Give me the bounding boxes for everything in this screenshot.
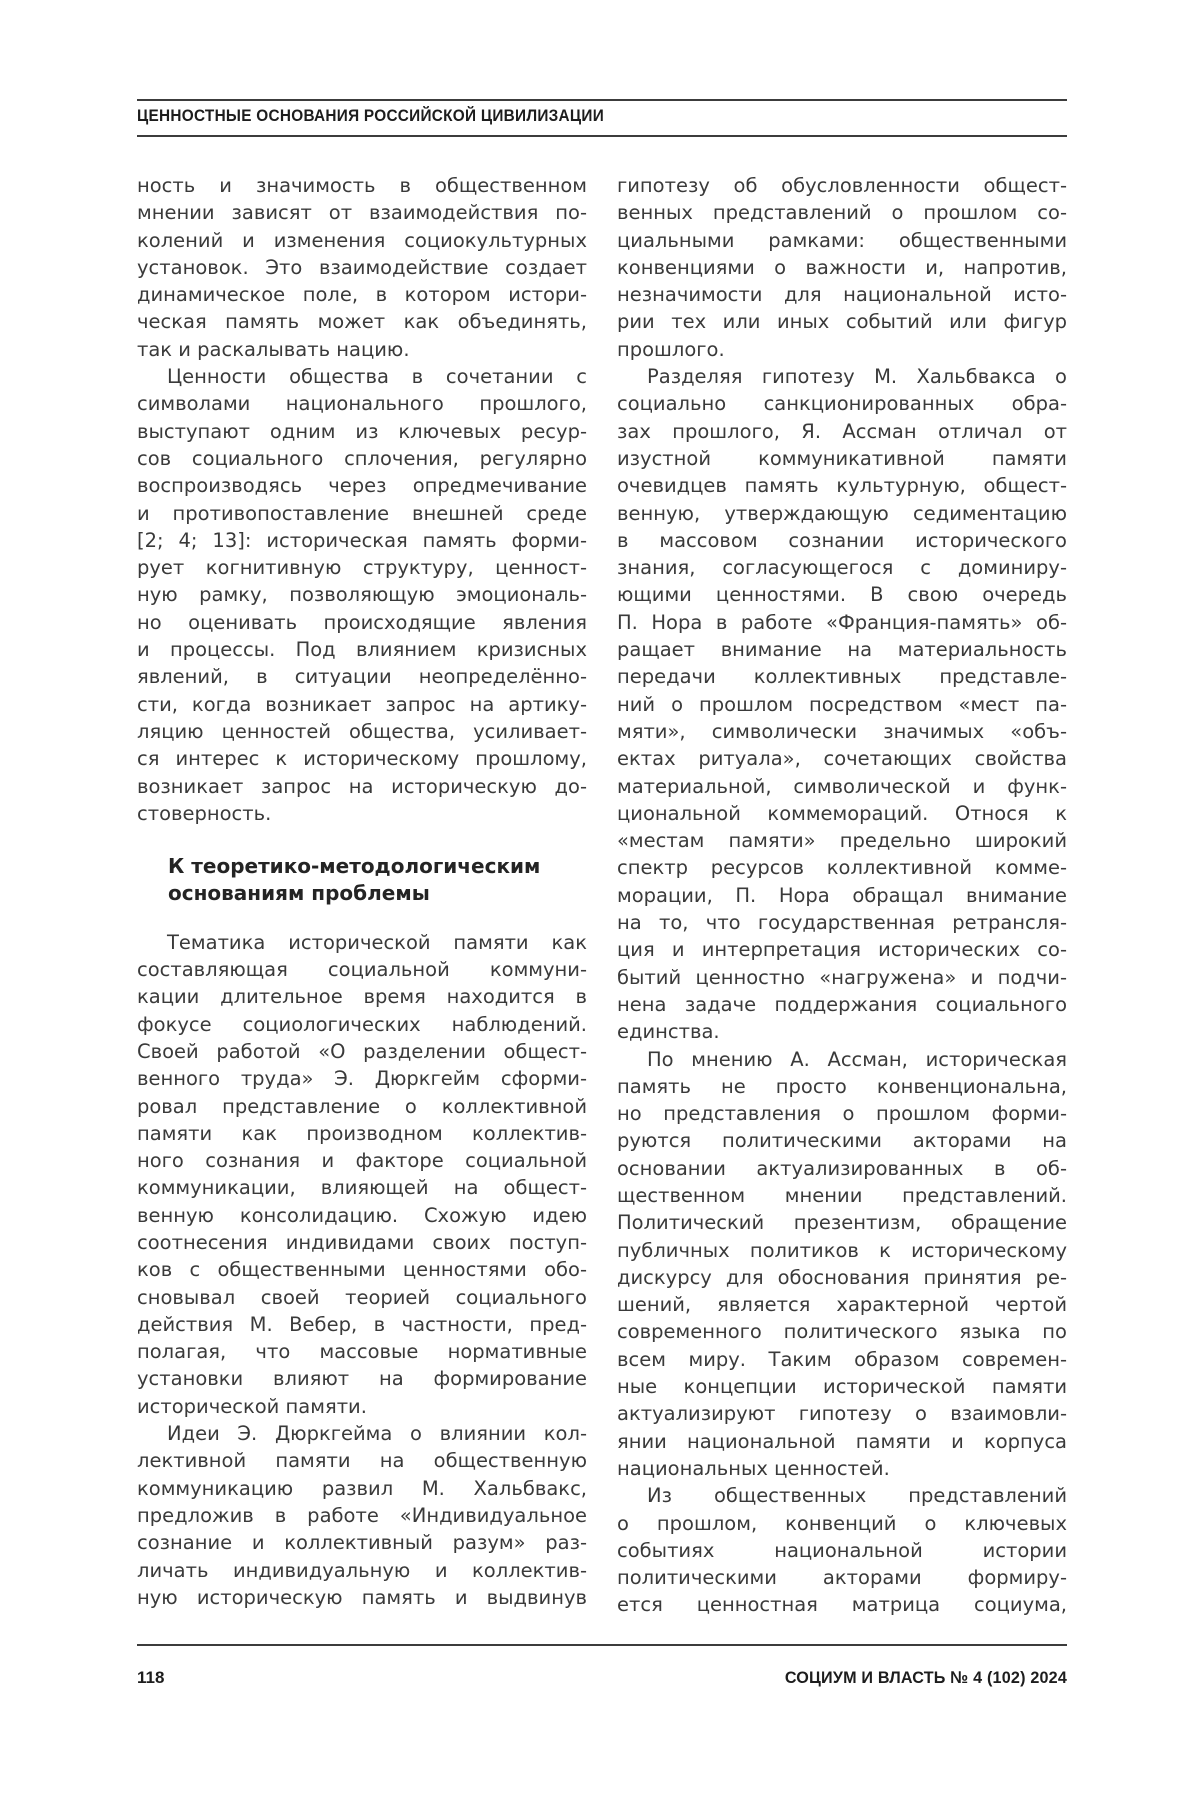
text-line: спектр ресурсов коллективной комме- [617,856,1067,880]
text-line: руются политическими акторами на [617,1129,1067,1153]
text-line: Политический презентизм, обращение [617,1211,1067,1235]
text-line: и процессы. Под влиянием кризисных [137,638,587,662]
text-line: ков с общественными ценностями обо- [137,1258,587,1282]
text-line: актуализируют гипотезу о взаимовли- [617,1402,1067,1426]
running-head-title: ЦЕННОСТНЫЕ ОСНОВАНИЯ РОССИЙСКОЙ ЦИВИЛИЗАЦИИ [137,107,605,125]
text-line: нена задаче поддержания социального [617,992,1067,1016]
text-line: прошлого. [617,337,725,361]
text-line: ные концепции исторической памяти [617,1375,1067,1399]
text-line: ную историческую память и выдвинув [137,1585,587,1609]
text-line: выступают одним из ключевых ресур- [137,419,587,443]
text-line: соотнесения индивидами своих поступ- [137,1230,587,1254]
text-line: исторической памяти. [137,1394,367,1418]
running-head [137,99,1067,137]
text-line: личать индивидуальную и коллектив- [137,1558,587,1582]
text-line: П. Нора в работе «Франция-память» об- [617,610,1067,634]
text-line: ную рамку, позволяющую эмоциональ- [137,583,587,607]
text-line: ектах ритуала», сочетающих свойства [617,747,1067,771]
heading-line: основаниям проблемы [168,881,430,906]
text-line: событиях национальной истории [617,1538,1067,1562]
text-line: ция и интерпретация исторических со- [617,938,1067,962]
text-line: стоверность. [137,801,272,825]
paragraph [137,1420,587,1611]
text-line: Своей работой «О разделении общест- [137,1039,587,1063]
text-line: зах прошлого, Я. Ассман отличал от [617,419,1067,443]
text-line: основании актуализированных в об- [617,1156,1067,1180]
text-line: По мнению А. Ассман, историческая [647,1047,1067,1071]
text-line: явлений, в ситуации неопределённо- [137,665,587,689]
text-line: мнении зависят от взаимодействия по- [137,201,587,225]
text-line: венного труда» Э. Дюркгейм сформи- [137,1067,587,1091]
text-line: ращает внимание на материальность [617,638,1067,662]
text-line: Идеи Э. Дюркгейма о влиянии кол- [167,1422,587,1446]
paragraph [617,172,1067,363]
text-line: рует когнитивную структуру, ценност- [137,556,587,580]
text-line: ется ценностная матрица социума, [617,1593,1067,1617]
text-line: колений и изменения социокультурных [137,228,587,252]
text-column-right [617,172,1067,1619]
text-line: ющими ценностями. В свою очередь [617,583,1067,607]
text-line: но представления о прошлом форми- [617,1102,1067,1126]
text-line: единства. [617,1020,720,1044]
text-line: рии тех или иных событий или фигур [617,310,1067,334]
paragraph [617,1482,1067,1618]
text-line: очевидцев память культурную, общест- [617,474,1067,498]
heading-line: К теоретико-методологическим [168,854,541,879]
text-line: незначимости для национальной исто- [617,283,1067,307]
paragraph [617,1046,1067,1483]
text-line: ся интерес к историческому прошлому, [137,747,587,771]
paragraph [137,929,587,1420]
text-line: и противопоставление внешней среде [137,501,587,525]
text-line: составляющая социальной коммуни- [137,958,587,982]
text-line: ляцию ценностей общества, усиливает- [137,719,587,743]
text-line: символами национального прошлого, [137,392,587,416]
text-line: сознание и коллективный разум» раз- [137,1531,587,1555]
text-line: воспроизводясь через опредмечивание [137,474,587,498]
text-line: предложив в работе «Индивидуальное [137,1503,587,1527]
text-line: бытий ценностно «нагружена» и подчи- [617,965,1067,989]
text-line: венную консолидацию. Схожую идею [137,1203,587,1227]
paragraph [137,172,587,363]
text-line: публичных политиков к историческому [617,1238,1067,1262]
text-line: о прошлом, конвенций о ключевых [617,1511,1067,1535]
text-line: венную, утверждающую седиментацию [617,501,1067,525]
text-line: сов социального сплочения, регулярно [137,446,587,470]
text-line: «местам памяти» предельно широкий [617,829,1067,853]
text-line: ровал представление о коллективной [137,1094,587,1118]
text-line: коммуникацию развил М. Хальбвакс, [137,1476,587,1500]
text-line: социально санкционированных обра- [617,392,1067,416]
article-body [137,172,1067,1619]
text-line: шений, является характерной чертой [617,1293,1067,1317]
text-column-left [137,172,587,1619]
text-line: венных представлений о прошлом со- [617,201,1067,225]
text-line: конвенциями о важности и, напротив, [617,255,1067,279]
text-line: циональной коммемораций. Относя к [617,801,1067,825]
text-line: циальными рамками: общественными [617,228,1067,252]
text-line: полагая, что массовые нормативные [137,1340,587,1364]
text-line: на то, что государственная ретрансля- [617,911,1067,935]
text-line: Разделяя гипотезу М. Хальбвакса о [647,365,1067,389]
footer-rule [137,1644,1067,1646]
text-line: сти, когда возникает запрос на артику- [137,692,587,716]
text-line: материальной, символической и функ- [617,774,1067,798]
text-line: возникает запрос на историческую до- [137,774,587,798]
text-line: щественном мнении представлений. [617,1183,1067,1207]
text-line: знания, согласующегося с доминиру- [617,556,1067,580]
text-line: фокусе социологических наблюдений. [137,1012,587,1036]
text-line: дискурсу для обоснования принятия ре- [617,1265,1067,1289]
text-line: ного сознания и факторе социальной [137,1149,587,1173]
text-line: Тематика исторической памяти как [167,930,587,954]
text-line: национальных ценностей. [617,1456,890,1480]
text-line: ний о прошлом посредством «мест па- [617,692,1067,716]
text-line: но оценивать происходящие явления [137,610,587,634]
text-line: памяти как производном коллектив- [137,1121,587,1145]
text-line: мяти», символически значимых «объ- [617,719,1067,743]
text-line: изустной коммуникативной памяти [617,446,1067,470]
text-line: ческая память может как объединять, [137,310,587,334]
text-line: память не просто конвенциональна, [617,1074,1067,1098]
text-line: кации длительное время находится в [137,985,587,1009]
text-line: коммуникации, влияющей на общест- [137,1176,587,1200]
text-line: передачи коллективных представле- [617,665,1067,689]
text-line: Из общественных представлений [647,1484,1067,1508]
text-line: современного политического языка по [617,1320,1067,1344]
text-line: так и раскалывать нацию. [137,337,410,361]
paragraph [137,363,587,827]
section-heading [137,853,587,908]
text-line: установки влияют на формирование [137,1367,587,1391]
text-line: янии национальной памяти и корпуса [617,1429,1067,1453]
text-line: динамическое поле, в котором истори- [137,283,587,307]
text-line: установок. Это взаимодействие создает [137,255,587,279]
text-line: ность и значимость в общественном [137,174,587,197]
text-line: в массовом сознании исторического [617,528,1067,552]
text-line: Ценности общества в сочетании с [167,365,587,389]
text-line: политическими акторами формиру- [617,1566,1067,1590]
text-line: действия М. Вебер, в частности, пред- [137,1312,587,1336]
text-line: гипотезу об обусловленности общест- [617,174,1067,197]
text-line: морации, П. Нора обращал внимание [617,883,1067,907]
paragraph [617,363,1067,1045]
text-line: сновывал своей теорией социального [137,1285,587,1309]
text-line: всем миру. Таким образом современ- [617,1347,1067,1371]
text-line: [2; 4; 13]: историческая память форми- [137,528,587,552]
page-number: 118 [137,1668,165,1687]
journal-title: СОЦИУМ И ВЛАСТЬ № 4 (102) 2024 [784,1668,1067,1687]
page-footer [137,1668,1067,1688]
text-line: лективной памяти на общественную [137,1449,587,1473]
